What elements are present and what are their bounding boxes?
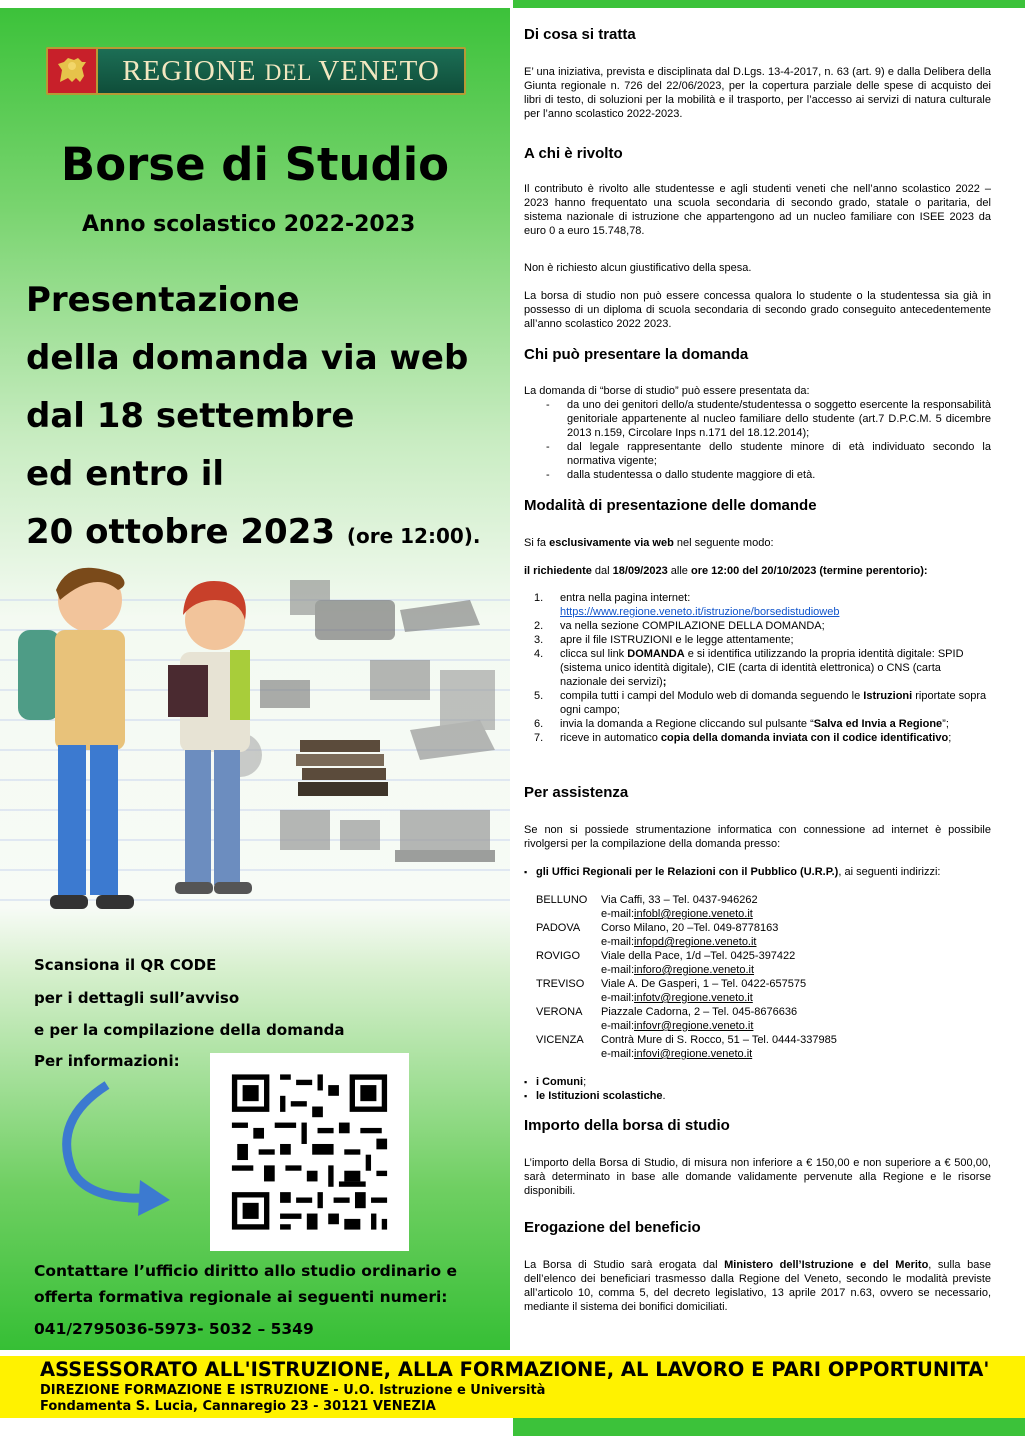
step-1: 1. entra nella pagina internet: https://www.regione.veneto.it/istruzione/borsedistudioweb bbox=[534, 592, 840, 618]
section-text-assistance: Se non si possiede strumentazione informatica con connessione ad internet è possibile rivolgersi per la compilazione della domanda presso: bbox=[524, 824, 991, 850]
section-title-method: Modalità di presentazione delle domande bbox=[524, 497, 817, 514]
office-email-link[interactable]: infotv@regione.veneto.it bbox=[634, 992, 753, 1004]
footer-line-2: DIREZIONE FORMAZIONE E ISTRUZIONE - U.O. Istruzione e Università bbox=[40, 1383, 546, 1398]
office-email-row: e-mail: infobl@regione.veneto.it bbox=[601, 908, 753, 920]
logo-text: REGIONE DEL VENETO bbox=[122, 54, 440, 87]
section-title-assistance: Per assistenza bbox=[524, 784, 629, 801]
office-email-link[interactable]: inforo@regione.veneto.it bbox=[634, 964, 755, 976]
section-text-payment: La Borsa di Studio sarà erogata dal Ministero dell’Istruzione e del Merito, sulla base dell’elenco dei beneficiari trasmesso dalla Regione del Veneto, secondo le modalità previste all’articolo 10, comma 5, del decreto legislativo, 13 aprile 2017 n.63, ovvero se necessario, mediante il sistema dei bonifici domiciliati. bbox=[524, 1259, 991, 1313]
office-email-link[interactable]: infopd@regione.veneto.it bbox=[634, 936, 757, 948]
page-subtitle: Anno scolastico 2022-2023 bbox=[82, 212, 416, 237]
borse-studio-web-link[interactable]: https://www.regione.veneto.it/istruzione/borsedistudioweb bbox=[560, 606, 840, 618]
step-7: 7. riceve in automatico copia della domanda inviata con il codice identificativo; bbox=[534, 732, 952, 744]
office-row: PADOVA Corso Milano, 20 –Tel. 049-8778163 bbox=[536, 922, 779, 934]
curved-arrow-icon bbox=[52, 1080, 182, 1220]
footer-line-3: Fondamenta S. Lucia, Cannaregio 23 - 30121 VENEZIA bbox=[40, 1399, 436, 1414]
section-title-amount: Importo della borsa di studio bbox=[524, 1117, 730, 1134]
office-email-row: e-mail: infovr@regione.veneto.it bbox=[601, 1020, 754, 1032]
section-text-who-2: Non è richiesto alcun giustificativo della spesa. bbox=[524, 262, 752, 274]
regione-veneto-logo bbox=[46, 47, 466, 95]
top-green-strip bbox=[513, 0, 1025, 8]
office-email-row: e-mail: infotv@regione.veneto.it bbox=[601, 992, 753, 1004]
info-label: Per informazioni: bbox=[34, 1052, 180, 1070]
office-row: TREVISO Viale A. De Gasperi, 1 – Tel. 0422-657575 bbox=[536, 978, 807, 990]
contact-line-2: offerta formativa regionale ai seguenti numeri: bbox=[34, 1288, 448, 1306]
deadline-hour: (ore 12:00). bbox=[346, 524, 481, 548]
section-text-who-1: Il contributo è rivolto alle studentesse e agli studenti veneti che nell’anno scolastico 2022 – 2023 hanno frequentato una scuola secondaria di secondo grado, statale o paritaria, del sistema nazionale di istruzione che appartengono ad un nucleo familiare con ISEE 2023 da euro 0 a euro 15.748,78. bbox=[524, 183, 991, 237]
office-list bbox=[536, 893, 837, 1061]
list-item: ▪ le Istituzioni scolastiche. bbox=[524, 1089, 666, 1103]
bottom-white-strip bbox=[0, 1418, 510, 1436]
applicant-list bbox=[524, 398, 991, 482]
submission-line-4: ed entro il bbox=[26, 454, 225, 494]
footer-banner bbox=[0, 1356, 1025, 1418]
step-6: 6. invia la domanda a Regione cliccando sul pulsante “Salva ed Invia a Regione”; bbox=[534, 718, 949, 730]
office-row: VERONA Piazzale Cadorna, 2 – Tel. 045-8676636 bbox=[536, 1006, 798, 1018]
section-title-who: A chi è rivolto bbox=[524, 145, 623, 162]
office-row: BELLUNO Via Caffi, 33 – Tel. 0437-946262 bbox=[536, 894, 758, 906]
office-email-row: e-mail: inforo@regione.veneto.it bbox=[601, 964, 755, 976]
office-row: VICENZA Contrà Mure di S. Rocco, 51 – Tel. 0444-337985 bbox=[536, 1034, 837, 1046]
office-email-row: e-mail: infovi@regione.veneto.it bbox=[601, 1048, 753, 1060]
submission-line-2: della domanda via web bbox=[26, 338, 469, 378]
students-illustration bbox=[0, 560, 510, 930]
qr-instruction-3: e per la compilazione della domanda bbox=[34, 1021, 345, 1039]
urp-bullet: ▪ gli Uffici Regionali per le Relazioni con il Pubblico (U.R.P.), ai seguenti indirizzi: bbox=[524, 865, 991, 879]
step-3: 3. apre il file ISTRUZIONI e le legge attentamente; bbox=[534, 634, 794, 646]
office-email-link[interactable]: infovr@regione.veneto.it bbox=[634, 1020, 754, 1032]
step-5: 5. compila tutti i campi del Modulo web di domanda seguendo le Istruzioni riportate sopra ogni campo; bbox=[534, 690, 987, 716]
section-text-amount: L’importo della Borsa di Studio, di misura non inferiore a € 150,00 e non superiore a € 500,00, sarà determinato in base alle domande validamente pervenute alla Regione e le risorse disponibili. bbox=[524, 1157, 991, 1197]
list-item: ▪ i Comuni; bbox=[524, 1075, 666, 1089]
step-2: 2. va nella sezione COMPILAZIONE DELLA DOMANDA; bbox=[534, 620, 825, 632]
method-line-2: il richiedente dal 18/09/2023 alle ore 12:00 del 20/10/2023 (termine perentorio): bbox=[524, 565, 928, 577]
contact-line-1: Contattare l’ufficio diritto allo studio ordinario e bbox=[34, 1262, 458, 1280]
submission-line-1: Presentazione bbox=[26, 280, 300, 320]
lion-emblem-icon bbox=[48, 49, 98, 93]
other-offices-bullets bbox=[524, 1075, 666, 1103]
office-email-link[interactable]: infobl@regione.veneto.it bbox=[634, 908, 753, 920]
step-4: 4. clicca sul link DOMANDA e si identifica utilizzando la propria identità digitale: SPID (sistema unico identità digitale), CIE (carta di identità elettronica) o CNS (carta nazionale dei servizi); bbox=[534, 648, 964, 688]
section-title-what: Di cosa si tratta bbox=[524, 26, 636, 43]
section-title-payment: Erogazione del beneficio bbox=[524, 1219, 701, 1236]
list-item: - dal legale rappresentante dello studente minore di età individuato secondo la normativa vigente; bbox=[524, 440, 991, 468]
qr-code[interactable] bbox=[210, 1053, 409, 1251]
phone-numbers: 041/2795036-5973- 5032 – 5349 bbox=[34, 1320, 314, 1338]
method-line-1: Si fa esclusivamente via web nel seguente modo: bbox=[524, 537, 774, 549]
section-text-who-3: La borsa di studio non può essere concessa qualora lo studente o la studentessa sia già in possesso di un diploma di scuola secondaria di secondo grado conseguito antecedentemente all’anno scolastico 2022 2023. bbox=[524, 290, 991, 330]
steps-list bbox=[524, 591, 991, 745]
bottom-green-strip bbox=[513, 1418, 1025, 1436]
qr-instruction-2: per i dettagli sull’avviso bbox=[34, 989, 240, 1007]
submission-line-3: dal 18 settembre bbox=[26, 396, 355, 436]
page-title: Borse di Studio bbox=[60, 138, 450, 191]
office-email-link[interactable]: infovi@regione.veneto.it bbox=[634, 1048, 753, 1060]
section-text-what: E’ una iniziativa, prevista e disciplinata dal D.Lgs. 13-4-2017, n. 63 (art. 9) e dalla Delibera della Giunta regionale n. 726 del 22/06/2023, per la copertura parziale delle spese di acquisto dei libri di testo, di soluzioni per la mobilità e il trasporto, per l’accesso ai servizi di natura culturale per l’anno scolastico 2022-2023. bbox=[524, 66, 991, 120]
list-item: - da uno dei genitori dello/a studente/studentessa o soggetto esercente la responsabilità genitoriale appartenente al nucleo familiare dello studente (art.7 D.P.C.M. 5 dicembre 2013 n.159, Circolare Inps n.171 del 18.12.2014); bbox=[524, 398, 991, 440]
office-row: ROVIGO Viale della Pace, 1/d –Tel. 0425-397422 bbox=[536, 950, 796, 962]
qr-instruction-1: Scansiona il QR CODE bbox=[34, 956, 217, 974]
section-title-applicant: Chi può presentare la domanda bbox=[524, 346, 749, 363]
footer-line-1: ASSESSORATO ALL'ISTRUZIONE, ALLA FORMAZIONE, AL LAVORO E PARI OPPORTUNITA' bbox=[40, 1358, 990, 1381]
section-text-applicant-intro: La domanda di “borse di studio” può essere presentata da: bbox=[524, 385, 810, 397]
office-email-row: e-mail: infopd@regione.veneto.it bbox=[601, 936, 757, 948]
list-item: - dalla studentessa o dallo studente maggiore di età. bbox=[524, 468, 991, 482]
submission-deadline: 20 ottobre 2023 (ore 12:00). bbox=[26, 512, 481, 552]
